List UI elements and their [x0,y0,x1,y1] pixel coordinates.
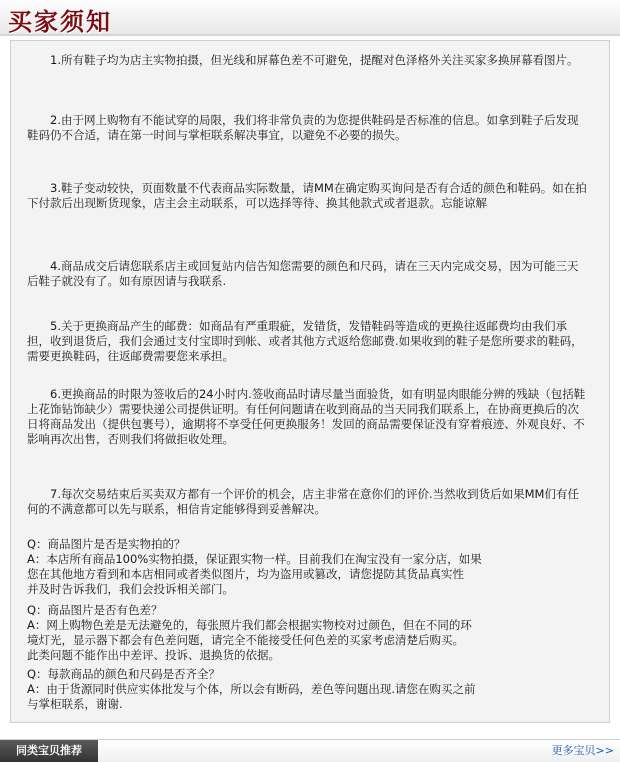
page-title: 买家须知 [8,8,112,36]
notice-item-5: 5.关于更换商品产生的邮费：如商品有严重瑕疵，发错货，发错鞋码等造成的更换往返邮费均由我们承担，收到退货后，我们会通过支付宝即时到帐、或者其他方式返给您邮费.如果收到的鞋子是您所要求的鞋码，需要更换鞋码，往返邮费需要您来承担。 [27,319,583,363]
faq-answer-line: 此类问题不能作出中差评、投诉、退换货的依据。 [27,648,280,662]
faq-answer-line: A：由于货源同时供应实体批发与个体，所以会有断码，差色等问题出现.请您在购买之前 [27,682,476,696]
faq-answer-line: 您在其他地方看到和本店相同或者类似图片，均为盗用或篡改，请您提防其货品真实性 [27,567,464,581]
faq-question: Q：商品图片是否有色差？ [27,603,163,617]
faq-item-photos [27,537,587,597]
notice-item-4: 4.商品成交后请您联系店主或回复站内信告知您需要的颜色和尺码，请在三天内完成交易，因为可能三天后鞋子就没有了。如有原因请与我联系. [27,259,579,288]
notice-item-3: 3.鞋子变动较快，页面数量不代表商品实际数量，请MM在确定购买询问是否有合适的颜色和鞋码。如在拍下付款后出现断货现象，店主会主动联系，可以选择等待、换其他款式或者退款。忘能谅解 [27,181,587,210]
notice-item-7: 7.每次交易结束后买卖双方都有一个评价的机会，店主非常在意你们的评价.当然收到货后如果MM们有任何的不满意都可以先与联系，相信肯定能够得到妥善解决。 [27,487,579,516]
notice-item-1: 1.所有鞋子均为店主实物拍摄，但光线和屏幕色差不可避免，提醒对色泽格外关注买家多换屏幕看图片。 [50,53,579,67]
page-header [0,0,620,36]
notice-panel [10,40,610,723]
related-items-tab[interactable]: 同类宝贝推荐 [0,740,98,762]
faq-item-color [27,603,587,663]
faq-item-stock [27,667,587,712]
faq-question: Q：商品图片是否是实物拍的？ [27,537,186,551]
faq-answer-line: 与掌柜联系，谢谢. [27,697,123,711]
faq-answer-line: 并及时告诉我们，我们会投诉相关部门。 [27,582,234,596]
notice-item-2: 2.由于网上购物有不能试穿的局限，我们将非常负责的为您提供鞋码是否标准的信息。如拿到鞋子后发现鞋码仍不合适，请在第一时间与掌柜联系解决事宜，以避免不必要的损失。 [27,113,579,142]
faq-answer-line: A：本店所有商品100%实物拍摄，保证跟实物一样。目前我们在淘宝没有一家分店，如果 [27,552,482,566]
faq-question: Q：每款商品的颜色和尺码是否齐全？ [27,667,221,681]
notice-item-6: 6.更换商品的时限为签收后的24小时内.签收商品时请尽量当面验货，如有明显肉眼能分辨的残缺（包括鞋上花饰钻饰缺少）需要快递公司提供证明。有任何问题请在收到商品的当天同我们联系上，在协商更换后的次日将商品发出（提供包裹号），逾期将不享受任何更换服务！发回的商品需要保证没有穿着痕迹、外观良好、不影响再次出售，否则我们将做拒收处理。 [27,387,586,446]
more-items-link[interactable]: 更多宝贝>> [551,744,614,757]
faq-answer-line: 境灯光，显示器下都会有色差问题，请完全不能接受任何色差的买家考虑清楚后购买。 [27,633,464,647]
related-items-bar [0,739,620,762]
faq-answer-line: A：网上购物色差是无法避免的，每张照片我们都会根据实物校对过颜色，但在不同的环 [27,618,472,632]
